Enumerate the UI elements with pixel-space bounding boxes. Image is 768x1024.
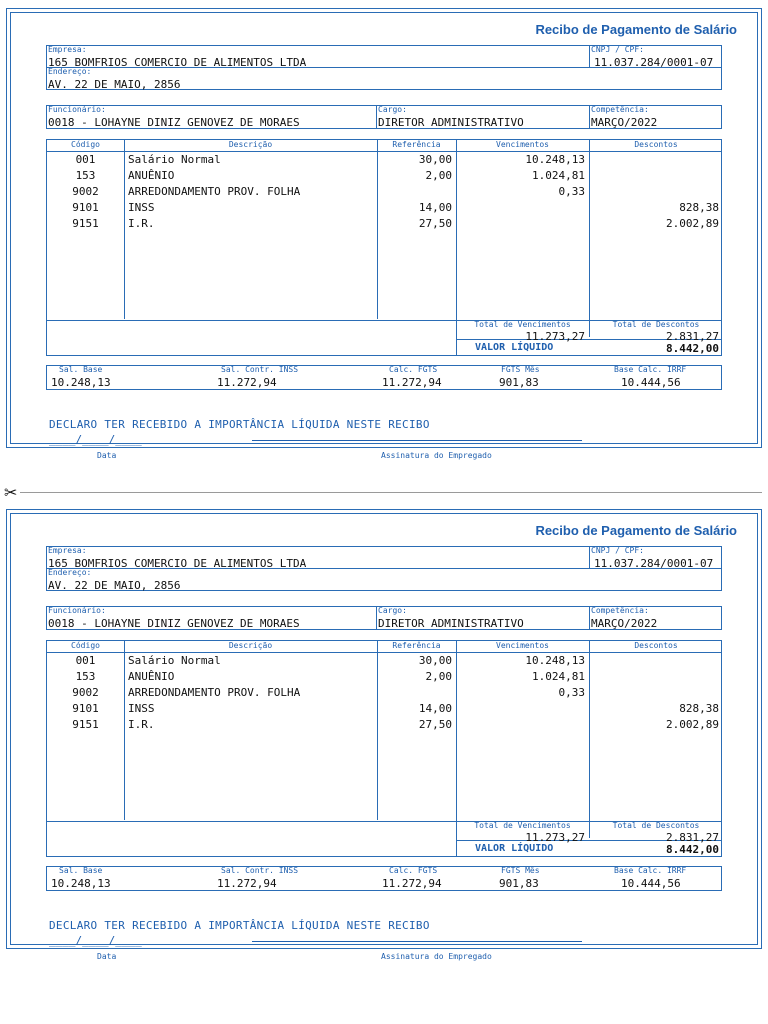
sal-base-value: 10.248,13 [51, 376, 111, 389]
cell-vencimentos: 1.024,81 [532, 169, 585, 182]
cell-vencimentos: 1.024,81 [532, 670, 585, 683]
date-field: ____/____/____ [49, 433, 142, 446]
cell-vencimentos: 0,33 [558, 686, 585, 699]
header-descricao: Descrição [228, 140, 273, 149]
declaracao-text: DECLARO TER RECEBIDO A IMPORTÂNCIA LÍQUIDA NESTE RECIBO [49, 919, 430, 932]
items-table [46, 139, 722, 356]
competencia-value: MARÇO/2022 [591, 617, 658, 630]
competencia-label: Competência: [591, 606, 649, 615]
cargo-label: Cargo: [378, 105, 407, 114]
table-header-rule [47, 652, 721, 653]
cargo-box [376, 606, 590, 630]
cell-descricao: ANUÊNIO [128, 670, 175, 683]
total-vencimentos-value: 11.273,27 [525, 831, 585, 844]
cell-codigo: 001 [75, 153, 96, 166]
signature-line [252, 941, 582, 942]
receipt-copy [6, 509, 762, 961]
funcionario-value: 0018 - LOHAYNE DINIZ GENOVEZ DE MORAES [48, 617, 300, 630]
cell-referencia: 30,00 [418, 153, 452, 166]
cnpj-box [589, 45, 722, 68]
total-descontos-value: 2.831,27 [666, 831, 719, 844]
competencia-value: MARÇO/2022 [591, 116, 658, 129]
total-vencimentos-label: Total de Vencimentos [474, 821, 571, 830]
sal-base-label: Sal. Base [59, 365, 103, 374]
header-referencia: Referência [392, 641, 441, 650]
empresa-label: Empresa: [48, 546, 87, 555]
cell-codigo: 153 [75, 670, 96, 683]
col-divider [124, 140, 125, 319]
date-label: Data [97, 451, 117, 460]
endereco-label: Endereço: [48, 568, 92, 577]
competencia-label: Competência: [591, 105, 649, 114]
empresa-box [46, 546, 590, 569]
calc-fgts-value: 11.272,94 [382, 877, 442, 890]
funcionario-value: 0018 - LOHAYNE DINIZ GENOVEZ DE MORAES [48, 116, 300, 129]
cell-descricao: ARREDONDAMENTO PROV. FOLHA [128, 185, 301, 198]
cell-referencia: 2,00 [425, 169, 452, 182]
header-vencimentos: Vencimentos [496, 641, 549, 650]
header-codigo: Código [71, 641, 100, 650]
total-vencimentos-label: Total de Vencimentos [474, 320, 571, 329]
base-irrf-label: Base Calc. IRRF [614, 866, 687, 875]
cargo-value: DIRETOR ADMINISTRATIVO [378, 116, 524, 129]
cnpj-value: 11.037.284/0001-07 [594, 56, 714, 69]
cell-descontos: 828,38 [679, 702, 719, 715]
cell-descricao: I.R. [128, 217, 155, 230]
fgts-mes-value: 901,83 [499, 376, 539, 389]
cargo-label: Cargo: [378, 606, 407, 615]
total-descontos-label: Total de Descontos [612, 821, 700, 830]
cell-codigo: 001 [75, 654, 96, 667]
endereco-box [46, 67, 722, 90]
sal-contr-inss-label: Sal. Contr. INSS [221, 866, 299, 875]
cell-codigo: 9151 [72, 217, 99, 230]
cargo-value: DIRETOR ADMINISTRATIVO [378, 617, 524, 630]
cell-codigo: 9101 [72, 702, 99, 715]
competencia-box [589, 105, 722, 129]
cell-descricao: ARREDONDAMENTO PROV. FOLHA [128, 686, 301, 699]
cell-codigo: 9002 [72, 185, 99, 198]
sal-contr-inss-value: 11.272,94 [217, 376, 277, 389]
header-vencimentos: Vencimentos [496, 140, 549, 149]
cnpj-box [589, 546, 722, 569]
base-irrf-label: Base Calc. IRRF [614, 365, 687, 374]
total-descontos-value: 2.831,27 [666, 330, 719, 343]
cell-codigo: 9151 [72, 718, 99, 731]
cell-descricao: INSS [128, 702, 155, 715]
cnpj-label: CNPJ / CPF: [591, 546, 644, 555]
valor-liquido-value: 8.442,00 [666, 843, 719, 856]
valor-liquido-label: VALOR LÍQUIDO [475, 342, 554, 353]
bases-box [46, 866, 722, 891]
calc-fgts-value: 11.272,94 [382, 376, 442, 389]
cell-referencia: 27,50 [418, 718, 452, 731]
cell-referencia: 14,00 [418, 201, 452, 214]
cell-vencimentos: 0,33 [558, 185, 585, 198]
cell-descricao: ANUÊNIO [128, 169, 175, 182]
signature-label: Assinatura do Empregado [381, 451, 492, 460]
sal-contr-inss-label: Sal. Contr. INSS [221, 365, 299, 374]
cell-descricao: INSS [128, 201, 155, 214]
header-descontos: Descontos [634, 140, 678, 149]
receipt-copy [6, 8, 762, 460]
cell-descricao: Salário Normal [128, 654, 221, 667]
sal-base-label: Sal. Base [59, 866, 103, 875]
sal-base-value: 10.248,13 [51, 877, 111, 890]
endereco-value: AV. 22 DE MAIO, 2856 [48, 78, 181, 91]
scissors-icon: ✂ [4, 483, 18, 502]
cell-vencimentos: 10.248,13 [525, 654, 585, 667]
fgts-mes-label: FGTS Mês [501, 365, 540, 374]
cell-referencia: 2,00 [425, 670, 452, 683]
base-irrf-value: 10.444,56 [621, 376, 681, 389]
cell-descontos: 828,38 [679, 201, 719, 214]
empresa-value: 165 BOMFRIOS COMERCIO DE ALIMENTOS LTDA [48, 557, 307, 570]
receipt-title: Recibo de Pagamento de Salário [535, 22, 737, 37]
declaracao-text: DECLARO TER RECEBIDO A IMPORTÂNCIA LÍQUIDA NESTE RECIBO [49, 418, 430, 431]
date-field: ____/____/____ [49, 934, 142, 947]
endereco-box [46, 568, 722, 591]
total-descontos-label: Total de Descontos [612, 320, 700, 329]
cut-line [20, 492, 762, 493]
sal-contr-inss-value: 11.272,94 [217, 877, 277, 890]
fgts-mes-value: 901,83 [499, 877, 539, 890]
cell-codigo: 9101 [72, 201, 99, 214]
empresa-label: Empresa: [48, 45, 87, 54]
header-descontos: Descontos [634, 641, 678, 650]
cell-descricao: Salário Normal [128, 153, 221, 166]
cell-referencia: 30,00 [418, 654, 452, 667]
cell-descricao: I.R. [128, 718, 155, 731]
empresa-value: 165 BOMFRIOS COMERCIO DE ALIMENTOS LTDA [48, 56, 307, 69]
calc-fgts-label: Calc. FGTS [389, 365, 438, 374]
cnpj-value: 11.037.284/0001-07 [594, 557, 714, 570]
funcionario-box [46, 606, 377, 630]
signature-line [252, 440, 582, 441]
competencia-box [589, 606, 722, 630]
cell-codigo: 9002 [72, 686, 99, 699]
funcionario-label: Funcionário: [48, 105, 106, 114]
valor-liquido-label: VALOR LÍQUIDO [475, 843, 554, 854]
cell-vencimentos: 10.248,13 [525, 153, 585, 166]
endereco-label: Endereço: [48, 67, 92, 76]
receipt-title: Recibo de Pagamento de Salário [535, 523, 737, 538]
signature-label: Assinatura do Empregado [381, 952, 492, 961]
cell-referencia: 27,50 [418, 217, 452, 230]
cell-descontos: 2.002,89 [666, 217, 719, 230]
endereco-value: AV. 22 DE MAIO, 2856 [48, 579, 181, 592]
funcionario-box [46, 105, 377, 129]
cnpj-label: CNPJ / CPF: [591, 45, 644, 54]
bases-box [46, 365, 722, 390]
items-table [46, 640, 722, 857]
col-divider [124, 641, 125, 820]
date-label: Data [97, 952, 117, 961]
col-divider [589, 140, 590, 337]
header-referencia: Referência [392, 140, 441, 149]
funcionario-label: Funcionário: [48, 606, 106, 615]
cargo-box [376, 105, 590, 129]
cell-codigo: 153 [75, 169, 96, 182]
calc-fgts-label: Calc. FGTS [389, 866, 438, 875]
cell-referencia: 14,00 [418, 702, 452, 715]
col-divider [589, 641, 590, 838]
fgts-mes-label: FGTS Mês [501, 866, 540, 875]
header-descricao: Descrição [228, 641, 273, 650]
header-codigo: Código [71, 140, 100, 149]
empresa-box [46, 45, 590, 68]
valor-liquido-value: 8.442,00 [666, 342, 719, 355]
base-irrf-value: 10.444,56 [621, 877, 681, 890]
cell-descontos: 2.002,89 [666, 718, 719, 731]
table-header-rule [47, 151, 721, 152]
total-vencimentos-value: 11.273,27 [525, 330, 585, 343]
